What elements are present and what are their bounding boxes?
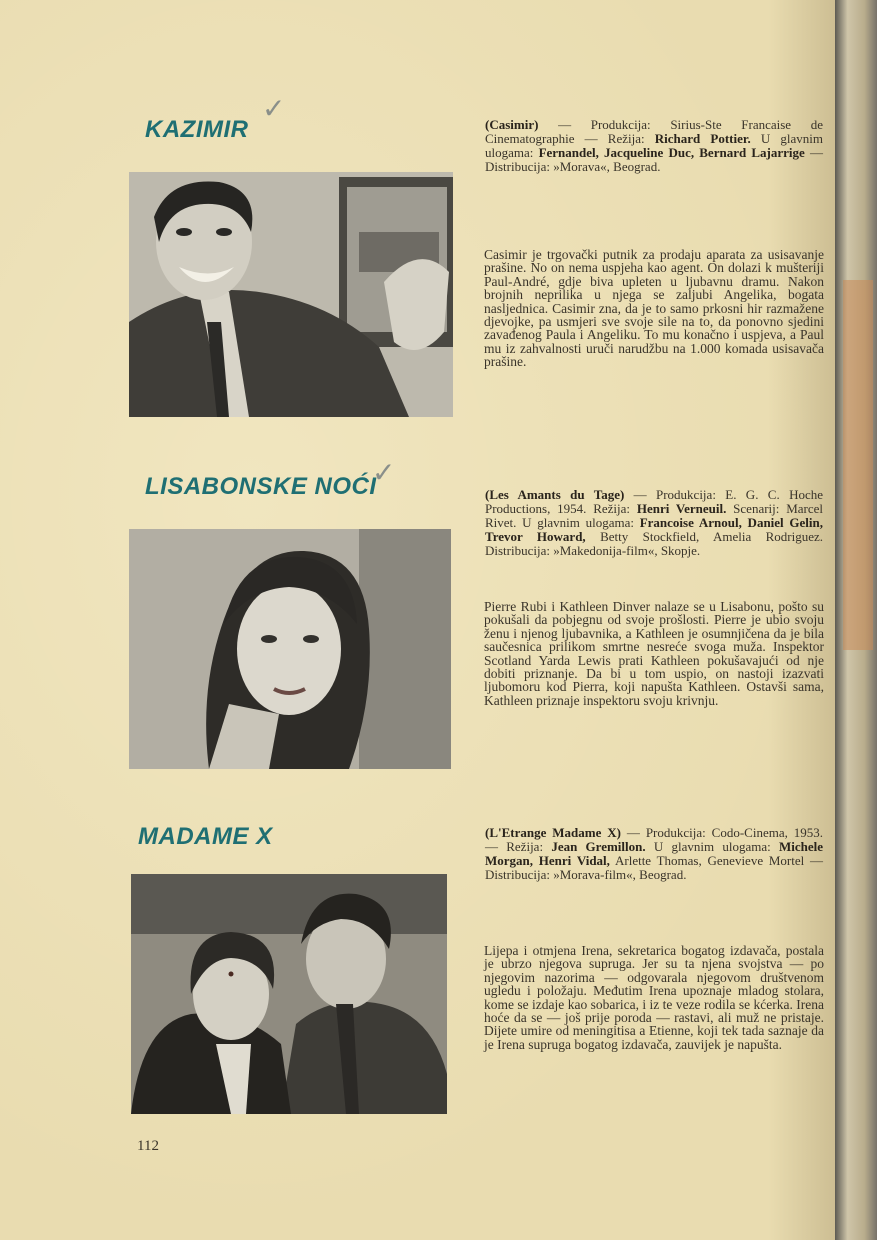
film-title-madame-x: MADAME X	[138, 823, 273, 850]
credit-highlight: (Les Amants du Tage)	[485, 487, 625, 502]
credit-highlight: Francoise Arnoul, Daniel Gelin, Trevor Howard,	[485, 515, 823, 544]
credit-highlight: (L'Etrange Madame X)	[485, 825, 622, 840]
checkmark-icon: ✓	[372, 456, 396, 489]
credit-text: U glavnim ulogama:	[645, 839, 779, 854]
credit-highlight: Henri Verneuil.	[636, 501, 727, 516]
checkmark-icon: ✓	[262, 92, 286, 125]
credit-text: Arlette Thomas, Genevieve Mortel — Distribucija: »Morava-film«, Beograd.	[485, 853, 824, 882]
credit-text: U glavnim ulogama:	[485, 131, 823, 160]
credit-highlight: Jean Gremillon.	[551, 839, 646, 854]
film-synopsis: Pierre Rubi i Kathleen Dinver nalaze se u Lisabonu, pošto su pokušali da pobjegnu od svoje prošlosti. Pierre je ubio svoju ženu i njenog ljubavnika, a Kathleen je osumnjičena da je bila saučesnica prilikom smrtne nesreće svoga muža. Inspektor Scotland Yarda Lewis prati Kathleen pokušavajući od nje dobiti priznanje. Da bi u tom uspio, on nastoji izazvati ljubomoru kod Pierra, koji napušta Kathleen. Ostavši sama, Kathleen priznaje inspektoru svoju krivnju.	[484, 599, 824, 708]
credit-highlight: Richard Pottier.	[654, 131, 751, 146]
film-synopsis: Lijepa i otmjena Irena, sekretarica bogatog izdavača, postala je ubrzo njegova supruga. Jer su ta njena svojstva — po njegovim nazorima — odgovarala njegovom društvenom ugledu i položaju. Međutim Irena upoznaje mladog stolara, kome se izdaje kao sobarica, i iz te veze rodila se kćerka. Irena hoće da se — još prije poroda — rastavi, ali muž ne pristaje. Dijete umire od meningitisa a Etienne, koji tek tada saznaje da je Irena supruga bogatog izdavača, zauvijek je napušta.	[484, 943, 824, 1052]
credit-text: Scenarij: Marcel Rivet. U glavnim ulogama:	[485, 501, 824, 530]
film-credits	[485, 488, 823, 558]
film-still-photo	[129, 172, 453, 417]
credit-highlight: (Casimir)	[485, 117, 539, 132]
film-title-kazimir: KAZIMIR	[145, 116, 249, 143]
film-still-photo	[131, 874, 447, 1114]
film-credits	[485, 826, 823, 882]
adjacent-page-edge	[835, 0, 877, 1240]
credit-highlight: Michele Morgan, Henri Vidal,	[485, 839, 824, 868]
film-still-photo	[129, 529, 451, 769]
credit-highlight: Fernandel, Jacqueline Duc, Bernard Lajarrige	[538, 145, 805, 160]
credit-text: — Produkcija: Codo-Cinema, 1953. — Režija:	[485, 825, 823, 854]
film-title-lisabonske-noci: LISABONSKE NOĆI	[145, 473, 377, 500]
credit-text: — Distribucija: »Morava«, Beograd.	[485, 145, 823, 174]
credit-text: — Produkcija: E. G. C. Hoche Productions, 1954. Režija:	[485, 487, 823, 516]
page-number: 112	[137, 1138, 159, 1154]
credit-text: — Produkcija: Sirius-Ste Francaise de Cinematographie — Režija:	[485, 117, 823, 146]
film-synopsis: Casimir je trgovački putnik za prodaju aparata za usisavanje prašine. No on nema uspjeha kao agent. On dolazi k mušteriji Paul-André, gdje biva upleten u ljubavnu dramu. Nakon brojnih neprilika u njega se zaljubi Angelika, bogata nasljednica. Casimir zna, da je to samo prkosni hir razmažene djevojke, pa usmjeri sve svoje sile na to, da ponovno sjedini zavađenog Paula i Angeliku. To mu konačno i uspjeva, a Paul mu iz zahvalnosti uruči narudžbu na 1.000 komada usisavača prašine.	[484, 247, 824, 370]
credit-text: Betty Stockfield, Amelia Rodriguez. Distribucija: »Makedonija-film«, Skopje.	[485, 529, 823, 558]
film-credits	[485, 118, 823, 174]
